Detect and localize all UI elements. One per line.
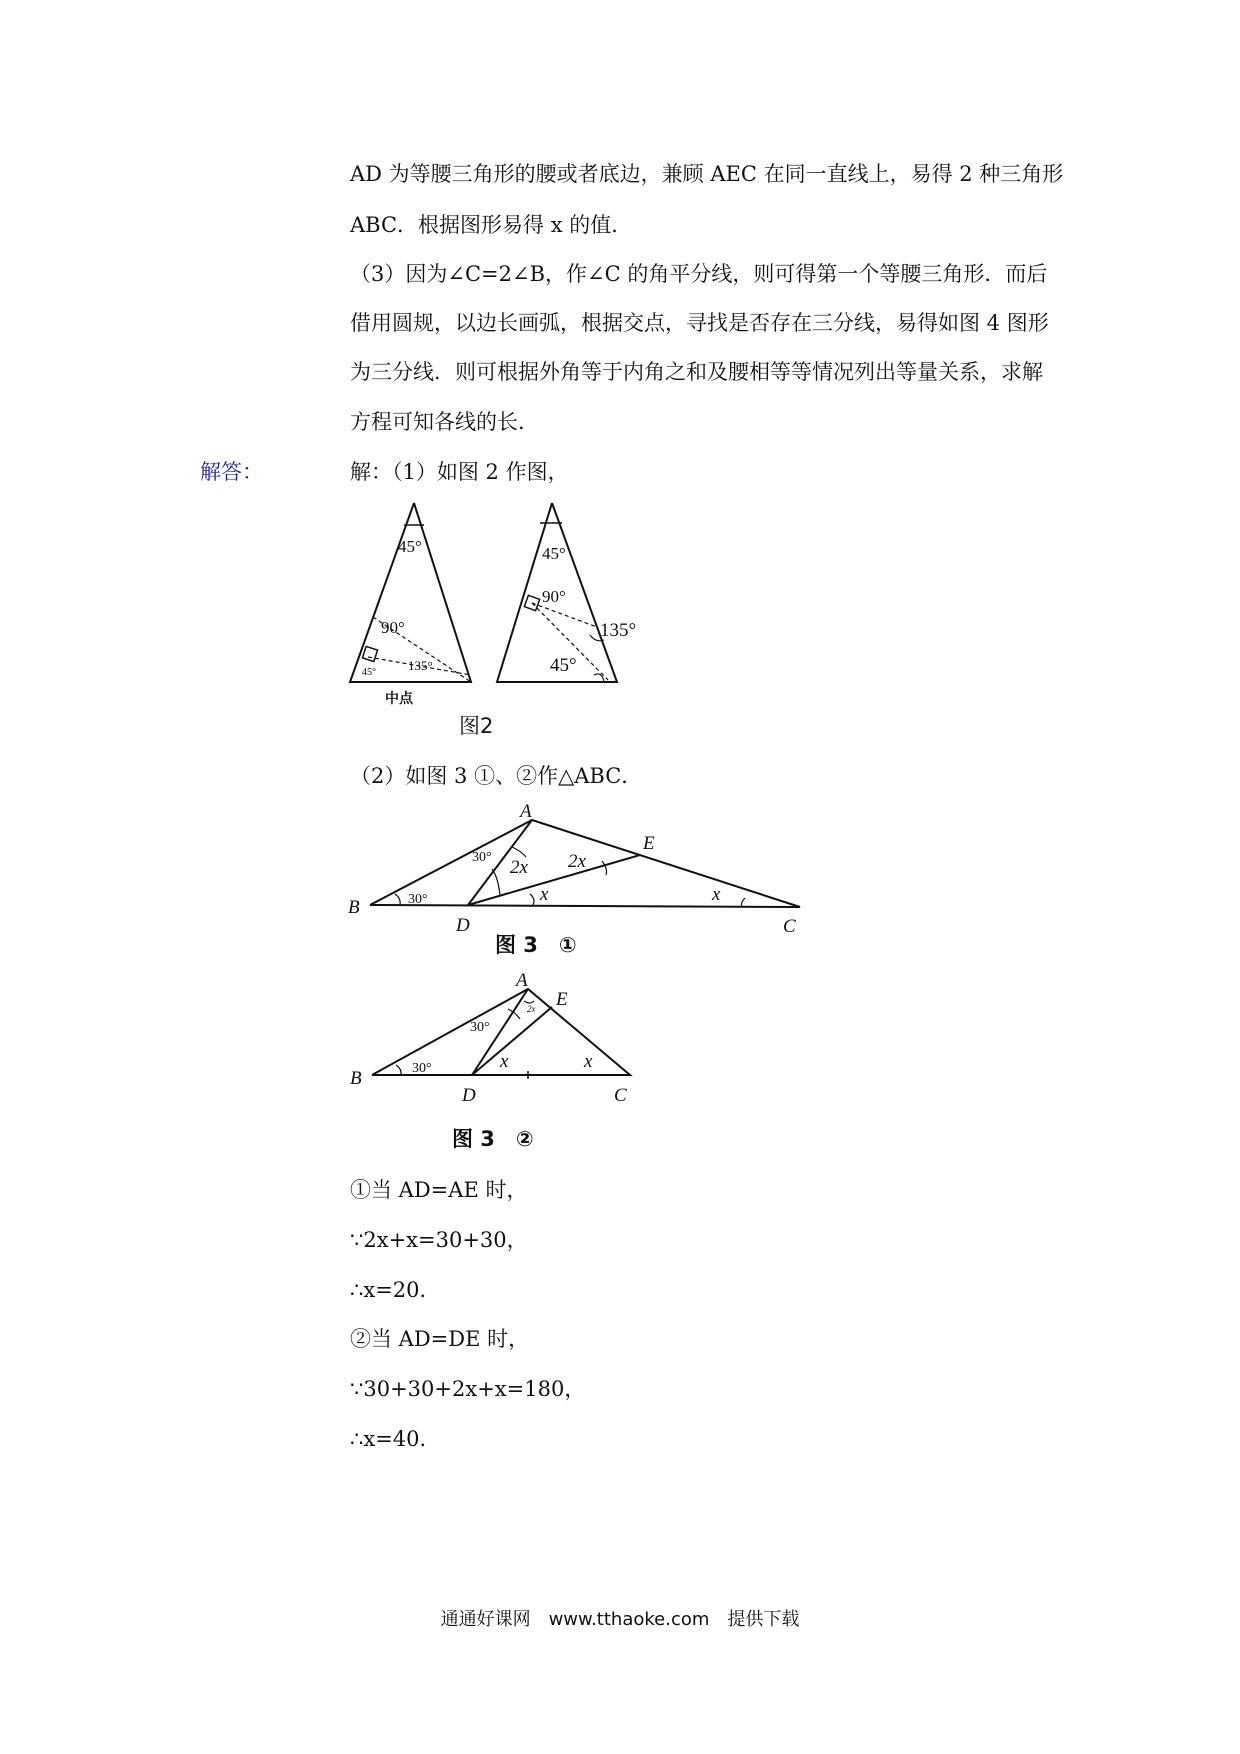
angle-45-bottom: 45°	[362, 667, 376, 678]
vertex-c: C	[614, 1085, 627, 1106]
figure-2-caption: 图2	[459, 714, 494, 738]
step-3: ∴x=20．	[350, 1278, 441, 1302]
angle-90: 90°	[381, 618, 405, 637]
vertex-c: C	[783, 916, 796, 937]
analysis-line-2: ABC．根据图形易得 x 的值．	[350, 213, 633, 237]
analysis-line-3: （3）因为∠C=2∠B，作∠C 的角平分线，则可得第一个等腰三角形．而后	[350, 262, 1048, 286]
answer-intro: 解：（1）如图 2 作图，	[350, 460, 569, 484]
vertex-b: B	[348, 897, 360, 918]
figure-3-1	[340, 795, 820, 935]
angle-2x-e: 2x	[568, 851, 586, 872]
figure-2-left-triangle	[340, 495, 480, 710]
angle-45-top: 45°	[542, 544, 566, 563]
angle-x-d: x	[540, 884, 549, 905]
midpoint-label: 中点	[385, 691, 413, 707]
step-5: ∵30+30+2x+x=180，	[350, 1377, 586, 1401]
angle-2x: 2x	[527, 1004, 536, 1014]
angle-135: 135°	[600, 620, 637, 641]
part-2-text: （2）如图 3 ①、②作△ABC．	[350, 764, 643, 788]
vertex-e: E	[556, 989, 568, 1010]
angle-30-bottom: 30°	[408, 892, 428, 907]
angle-2x-a: 2x	[510, 857, 528, 878]
analysis-line-1: AD 为等腰三角形的腰或者底边，兼顾 AEC 在同一直线上，易得 2 种三角形	[350, 162, 1064, 186]
angle-90: 90°	[542, 587, 566, 606]
vertex-e: E	[643, 833, 655, 854]
figure-3-2	[340, 967, 650, 1107]
vertex-a: A	[516, 970, 528, 991]
figure-3-1-caption: 图 3 ①	[495, 933, 577, 957]
angle-x-c: x	[712, 884, 721, 905]
vertex-d: D	[462, 1085, 476, 1106]
vertex-d: D	[456, 915, 470, 936]
angle-45-top: 45°	[398, 537, 422, 556]
angle-30-top: 30°	[472, 850, 492, 865]
step-4: ②当 AD=DE 时，	[350, 1327, 530, 1351]
angle-45-bottom: 45°	[550, 655, 577, 676]
angle-x-d: x	[500, 1051, 509, 1072]
step-6: ∴x=40．	[350, 1427, 441, 1451]
figure-3-2-caption: 图 3 ②	[452, 1127, 534, 1151]
angle-135: 135°	[408, 658, 433, 673]
angle-30-bottom: 30°	[412, 1061, 432, 1076]
vertex-b: B	[350, 1068, 362, 1089]
analysis-line-4: 借用圆规，以边长画弧，根据交点，寻找是否存在三分线，易得如图 4 图形	[350, 311, 1049, 335]
answer-label: 解答：	[200, 460, 263, 484]
vertex-a: A	[520, 801, 532, 822]
analysis-line-5: 为三分线．则可根据外角等于内角之和及腰相等等情况列出等量关系，求解	[350, 360, 1043, 384]
figure-2-right-triangle	[492, 495, 637, 695]
step-2: ∵2x+x=30+30，	[350, 1228, 528, 1252]
step-1: ①当 AD=AE 时，	[350, 1178, 528, 1202]
angle-x-c: x	[584, 1051, 593, 1072]
angle-30-top: 30°	[470, 1020, 490, 1035]
analysis-line-6: 方程可知各线的长．	[350, 410, 539, 434]
page-footer: 通通好课网 www.tthaoke.com 提供下载	[440, 1609, 800, 1630]
